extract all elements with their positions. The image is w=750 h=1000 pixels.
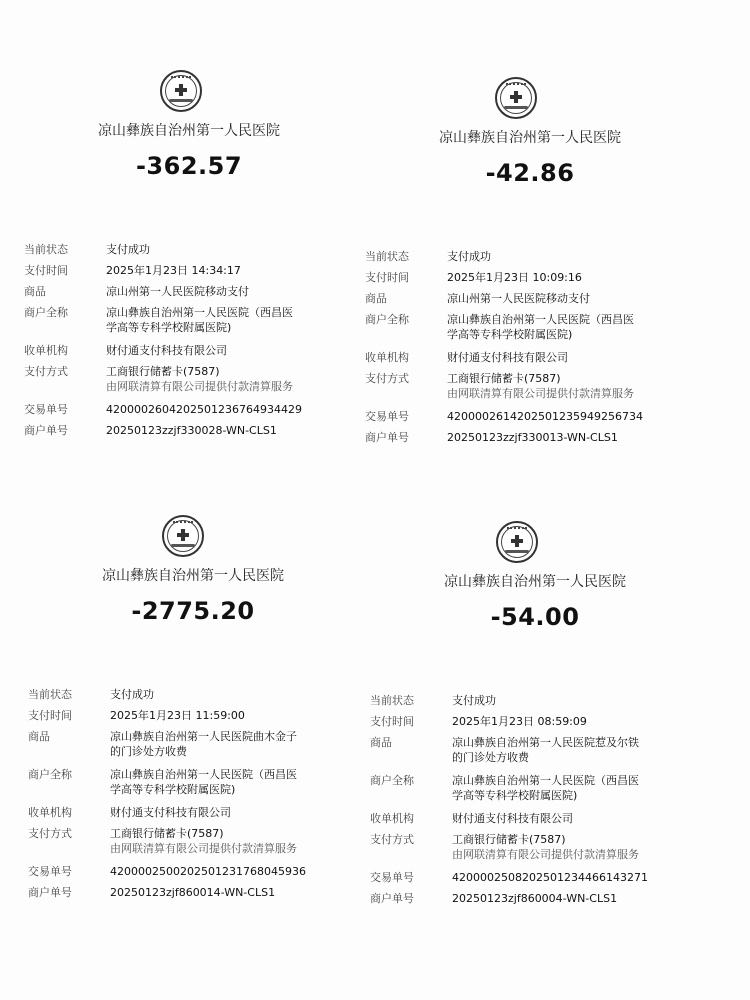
row-value: 凉山彝族自治州第一人民医院（西昌医 bbox=[452, 774, 639, 787]
payment-amount: -2775.20 bbox=[131, 597, 255, 625]
row-label: 商户单号 bbox=[28, 886, 72, 899]
row-label: 交易单号 bbox=[370, 871, 414, 884]
detail-row-product bbox=[24, 284, 354, 305]
detail-row-merchant-order-id bbox=[370, 891, 700, 912]
detail-row-product bbox=[365, 291, 695, 312]
hospital-logo-icon bbox=[160, 70, 202, 112]
row-label: 支付方式 bbox=[365, 372, 409, 385]
detail-row-pay-time bbox=[24, 263, 354, 284]
detail-row-product bbox=[28, 729, 358, 767]
row-label: 支付时间 bbox=[365, 271, 409, 284]
row-label: 商户全称 bbox=[370, 774, 414, 787]
row-value: 工商银行储蓄卡(7587) bbox=[452, 833, 566, 846]
detail-row-pay-time bbox=[28, 708, 358, 729]
row-value: 支付成功 bbox=[106, 243, 150, 256]
row-label: 支付时间 bbox=[28, 709, 72, 722]
row-value: 4200002500202501231768045936 bbox=[110, 865, 306, 878]
detail-row-transaction-id bbox=[370, 870, 700, 891]
row-value-line2: 学高等专科学校附属医院) bbox=[110, 783, 236, 796]
hospital-name: 凉山彝族自治州第一人民医院 bbox=[444, 574, 626, 590]
row-value-line2: 学高等专科学校附属医院) bbox=[106, 321, 232, 334]
payment-amount: -54.00 bbox=[490, 603, 580, 631]
row-value: 工商银行储蓄卡(7587) bbox=[106, 365, 220, 378]
detail-row-transaction-id bbox=[28, 864, 358, 885]
detail-row-merchant bbox=[370, 773, 700, 811]
row-label: 支付方式 bbox=[370, 833, 414, 846]
row-label: 收单机构 bbox=[28, 806, 72, 819]
row-label: 商品 bbox=[365, 292, 387, 305]
detail-row-merchant-order-id bbox=[24, 423, 354, 444]
row-value: 凉山彝族自治州第一人民医院曲木金子 bbox=[110, 730, 297, 743]
hospital-name: 凉山彝族自治州第一人民医院 bbox=[102, 568, 284, 584]
detail-row-status bbox=[370, 693, 700, 714]
row-value: 工商银行储蓄卡(7587) bbox=[447, 372, 561, 385]
row-value: 4200002614202501235949256734 bbox=[447, 410, 643, 423]
detail-row-pay-method bbox=[28, 826, 358, 864]
row-value: 工商银行储蓄卡(7587) bbox=[110, 827, 224, 840]
detail-row-merchant bbox=[28, 767, 358, 805]
row-label: 商品 bbox=[28, 730, 50, 743]
row-label: 支付时间 bbox=[24, 264, 68, 277]
row-label: 当前状态 bbox=[28, 688, 72, 701]
row-value: 2025年1月23日 08:59:09 bbox=[452, 715, 587, 728]
hospital-name: 凉山彝族自治州第一人民医院 bbox=[439, 130, 621, 146]
row-label: 当前状态 bbox=[24, 243, 68, 256]
row-value: 20250123zjf860004-WN-CLS1 bbox=[452, 892, 618, 905]
row-value: 支付成功 bbox=[110, 688, 154, 701]
row-label: 收单机构 bbox=[370, 812, 414, 825]
detail-row-status bbox=[24, 242, 354, 263]
row-value: 2025年1月23日 11:59:00 bbox=[110, 709, 245, 722]
payment-amount: -362.57 bbox=[135, 152, 243, 180]
row-subtext: 由网联清算有限公司提供付款清算服务 bbox=[106, 380, 293, 393]
detail-row-acquirer bbox=[28, 805, 358, 826]
row-value: 凉山彝族自治州第一人民医院（西昌医 bbox=[106, 306, 293, 319]
row-subtext: 由网联清算有限公司提供付款清算服务 bbox=[447, 387, 634, 400]
detail-row-acquirer bbox=[365, 350, 695, 371]
row-subtext: 由网联清算有限公司提供付款清算服务 bbox=[452, 848, 639, 861]
row-label: 支付方式 bbox=[28, 827, 72, 840]
row-label: 支付时间 bbox=[370, 715, 414, 728]
row-label: 商户全称 bbox=[24, 306, 68, 319]
detail-row-acquirer bbox=[24, 343, 354, 364]
hospital-logo-icon bbox=[496, 521, 538, 563]
row-label: 当前状态 bbox=[370, 694, 414, 707]
detail-row-transaction-id bbox=[24, 402, 354, 423]
payment-amount: -42.86 bbox=[485, 159, 575, 187]
row-value: 凉山彝族自治州第一人民医院惹及尔铁 bbox=[452, 736, 639, 749]
detail-row-acquirer bbox=[370, 811, 700, 832]
detail-row-transaction-id bbox=[365, 409, 695, 430]
detail-row-status bbox=[28, 687, 358, 708]
row-label: 商户单号 bbox=[370, 892, 414, 905]
detail-row-merchant bbox=[365, 312, 695, 350]
row-value: 财付通支付科技有限公司 bbox=[106, 344, 227, 357]
row-value: 财付通支付科技有限公司 bbox=[452, 812, 573, 825]
row-label: 交易单号 bbox=[24, 403, 68, 416]
row-label: 收单机构 bbox=[365, 351, 409, 364]
row-value: 财付通支付科技有限公司 bbox=[110, 806, 231, 819]
row-value: 凉山彝族自治州第一人民医院（西昌医 bbox=[447, 313, 634, 326]
detail-row-status bbox=[365, 249, 695, 270]
detail-row-pay-method bbox=[370, 832, 700, 870]
row-value-line2: 学高等专科学校附属医院) bbox=[452, 789, 578, 802]
row-value: 20250123zzjf330013-WN-CLS1 bbox=[447, 431, 618, 444]
row-value: 4200002508202501234466143271 bbox=[452, 871, 648, 884]
row-value: 20250123zjf860014-WN-CLS1 bbox=[110, 886, 276, 899]
detail-row-pay-time bbox=[365, 270, 695, 291]
row-value: 支付成功 bbox=[447, 250, 491, 263]
row-label: 商户全称 bbox=[28, 768, 72, 781]
row-value: 凉山州第一人民医院移动支付 bbox=[106, 285, 249, 298]
row-value: 支付成功 bbox=[452, 694, 496, 707]
detail-row-merchant-order-id bbox=[28, 885, 358, 906]
row-label: 商品 bbox=[24, 285, 46, 298]
row-label: 当前状态 bbox=[365, 250, 409, 263]
row-label: 商品 bbox=[370, 736, 392, 749]
row-label: 交易单号 bbox=[28, 865, 72, 878]
row-value-line2: 学高等专科学校附属医院) bbox=[447, 328, 573, 341]
row-value: 2025年1月23日 14:34:17 bbox=[106, 264, 241, 277]
row-label: 商户单号 bbox=[365, 431, 409, 444]
detail-row-product bbox=[370, 735, 700, 773]
detail-row-pay-time bbox=[370, 714, 700, 735]
row-value: 凉山州第一人民医院移动支付 bbox=[447, 292, 590, 305]
row-label: 商户单号 bbox=[24, 424, 68, 437]
row-value-line2: 的门诊处方收费 bbox=[452, 751, 529, 764]
row-value: 20250123zzjf330028-WN-CLS1 bbox=[106, 424, 277, 437]
row-value: 财付通支付科技有限公司 bbox=[447, 351, 568, 364]
row-subtext: 由网联清算有限公司提供付款清算服务 bbox=[110, 842, 297, 855]
detail-row-pay-method bbox=[365, 371, 695, 409]
row-value: 4200002604202501236764934429 bbox=[106, 403, 302, 416]
detail-row-merchant bbox=[24, 305, 354, 343]
row-label: 支付方式 bbox=[24, 365, 68, 378]
hospital-name: 凉山彝族自治州第一人民医院 bbox=[98, 123, 280, 139]
hospital-logo-icon bbox=[495, 77, 537, 119]
row-value: 2025年1月23日 10:09:16 bbox=[447, 271, 582, 284]
hospital-logo-icon bbox=[162, 515, 204, 557]
row-label: 收单机构 bbox=[24, 344, 68, 357]
row-label: 商户全称 bbox=[365, 313, 409, 326]
detail-row-pay-method bbox=[24, 364, 354, 402]
row-label: 交易单号 bbox=[365, 410, 409, 423]
row-value-line2: 的门诊处方收费 bbox=[110, 745, 187, 758]
detail-row-merchant-order-id bbox=[365, 430, 695, 451]
row-value: 凉山彝族自治州第一人民医院（西昌医 bbox=[110, 768, 297, 781]
